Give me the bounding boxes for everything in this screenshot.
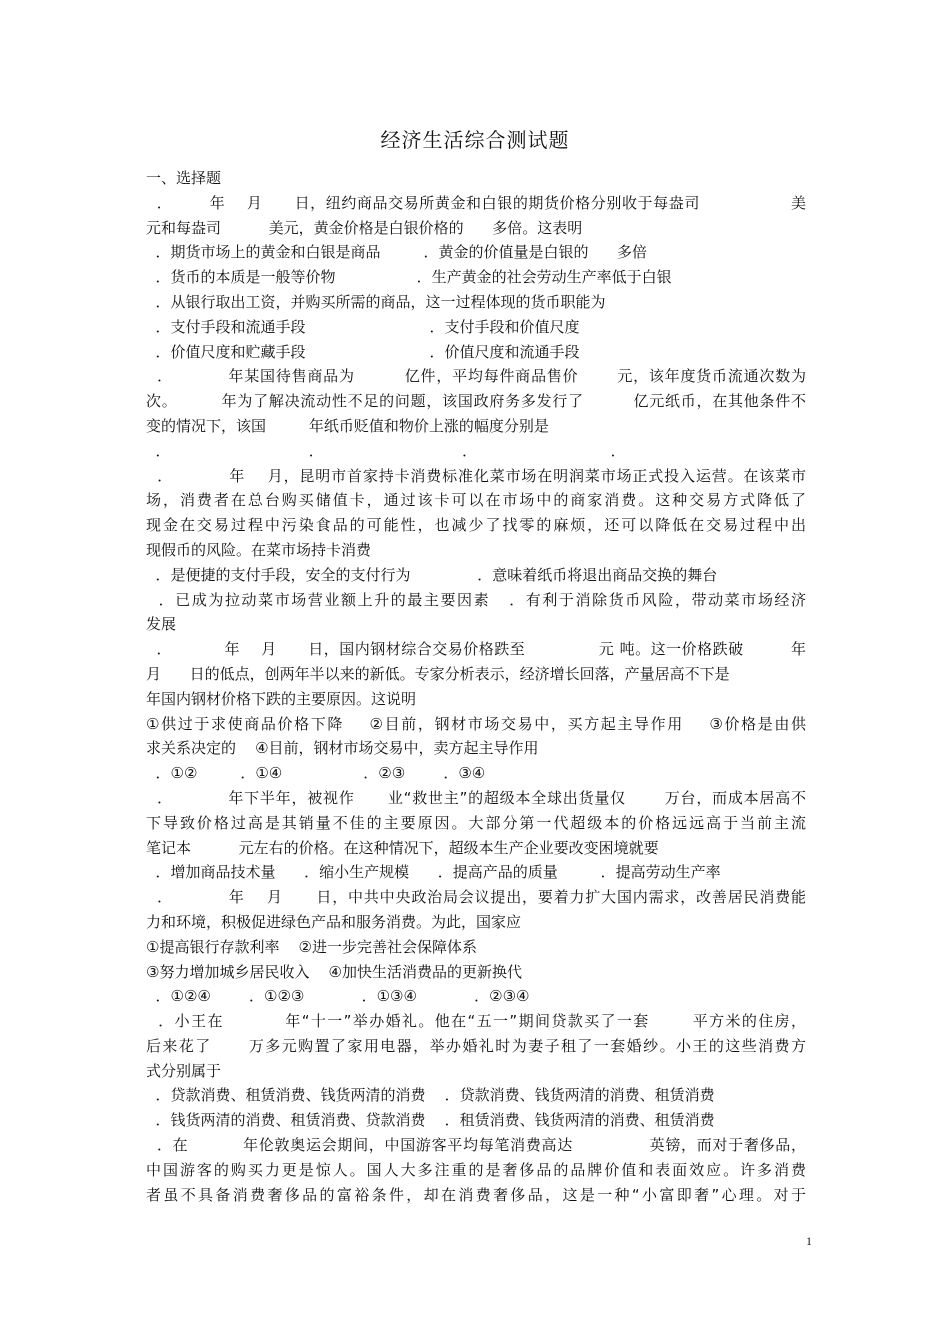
text-line: ．货币的本质是一般等价物 ．生产黄金的社会劳动生产率低于白银	[146, 268, 672, 287]
text-line: ．钱货两清的消费、租赁消费、贷款消费 ．租赁消费、钱货两清的消费、租赁消费	[146, 1111, 715, 1130]
text-line: ．已成为拉动菜市场营业额上升的最主要因素 ．有利于消除货币风险，带动菜市场经济	[146, 590, 806, 609]
text-line: ． 年 月 日，国内钢材综合交易价格跌至 元 吨。这一价格跌破 年	[146, 640, 806, 659]
text-line: ．期货市场上的黄金和白银是商品 ．黄金的价值量是白银的 多倍	[146, 243, 648, 262]
section-heading: 一、选择题	[146, 169, 222, 187]
question-lines	[146, 191, 806, 1208]
text-line: 后来花了 万多元购置了家用电器，举办婚礼时为妻子租了一套婚纱。小王的这些消费方	[146, 1036, 806, 1055]
text-line: 场，消费者在总台购买储值卡，通过该卡可以在市场中的商家消费。这种交易方式降低了	[146, 491, 806, 510]
text-line: ． ． ． ．	[146, 441, 626, 460]
text-line: 者虽不具备消费奢侈品的富裕条件，却在消费奢侈品，这是一种“小富即奢”心理。对于	[146, 1185, 806, 1204]
text-line: ．价值尺度和贮藏手段 ．价值尺度和流通手段	[146, 342, 580, 361]
text-line: ．贷款消费、租赁消费、钱货两清的消费 ．贷款消费、钱货两清的消费、租赁消费	[146, 1086, 715, 1105]
text-line: ． 年 月 日，纽约商品交易所黄金和白银的期货价格分别收于每盎司 美	[146, 193, 806, 212]
text-line: ①提高银行存款利率 ②进一步完善社会保障体系	[146, 937, 477, 956]
text-line: 发展	[146, 615, 177, 634]
text-line: 现金在交易过程中污染食品的可能性，也减少了找零的麻烦，还可以降低在交易过程中出	[146, 516, 806, 535]
text-line: 次。 年为了解决流动性不足的问题，该国政府务多发行了 亿元纸币，在其他条件不	[146, 392, 806, 411]
text-line: ①供过于求使商品价格下降 ②目前，钢材市场交易中，买方起主导作用 ③价格是由供	[146, 714, 806, 733]
text-line: ． 年 月，昆明市首家持卡消费标准化菜市场在明润菜市场正式投入运营。在该菜市	[146, 466, 806, 485]
text-line: ．增加商品技术量 ．缩小生产规模 ．提高产品的质量 ．提高劳动生产率	[146, 863, 721, 882]
text-line: 笔记本 元左右的价格。在这种情况下，超级本生产企业要改变困境就要	[146, 838, 659, 857]
text-line: 下导致价格过高是其销量不佳的主要原因。大部分第一代超级本的价格远远高于当前主流	[146, 813, 806, 832]
text-line: 式分别属于	[146, 1061, 222, 1080]
text-line: 年国内钢材价格下跌的主要原因。这说明	[146, 689, 417, 708]
document-body	[146, 166, 806, 1207]
text-line: ．是便捷的支付手段，安全的支付行为 ．意味着纸币将退出商品交换的舞台	[146, 565, 718, 584]
text-line: ．在 年伦敦奥运会期间，中国游客平均每笔消费高达 英镑，而对于奢侈品，	[146, 1136, 806, 1155]
text-line: 中国游客的购买力更是惊人。国人大多注重的是奢侈品的品牌价值和表面效应。许多消费	[146, 1160, 806, 1179]
text-line: ．①② ．①④ ．②③ ．③④	[146, 764, 486, 783]
text-line: ③努力增加城乡居民收入 ④加快生活消费品的更新换代	[146, 962, 522, 981]
text-line: ．从银行取出工资，并购买所需的商品，这一过程体现的货币职能为	[146, 292, 606, 311]
text-line: ． 年某国待售商品为 亿件，平均每件商品售价 元，该年度货币流通次数为	[146, 367, 806, 386]
text-line: ． 年下半年，被视作 业“救世主”的超级本全球出货量仅 万台，而成本居高不	[146, 788, 806, 807]
text-line: 月 日的低点，创两年半以来的新低。专家分析表示，经济增长回落，产量居高不下是	[146, 664, 730, 683]
page-title: 经济生活综合测试题	[380, 128, 570, 152]
text-line: ．支付手段和流通手段 ．支付手段和价值尺度	[146, 317, 580, 336]
text-line: 求关系决定的 ④目前，钢材市场交易中，卖方起主导作用	[146, 739, 539, 758]
text-line: ．①②④ ．①②③ ．①③④ ．②③④	[146, 987, 530, 1006]
text-line: ． 年 月 日，中共中央政治局会议提出，要着力扩大国内需求，改善居民消费能	[146, 888, 806, 907]
text-line: ．小王在 年“十一”举办婚礼。他在“五一”期间贷款买了一套 平方米的住房，	[146, 1012, 806, 1031]
page-number: 1	[806, 1234, 812, 1248]
text-line: 力和环境，积极促进绿色产品和服务消费。为此，国家应	[146, 912, 522, 931]
text-line: 现假币的风险。在菜市场持卡消费	[146, 540, 372, 559]
text-line: 元和每盎司 美元，黄金价格是白银价格的 多倍。这表明	[146, 218, 583, 237]
text-line: 变的情况下，该国 年纸币贬值和物价上涨的幅度分别是	[146, 416, 549, 435]
